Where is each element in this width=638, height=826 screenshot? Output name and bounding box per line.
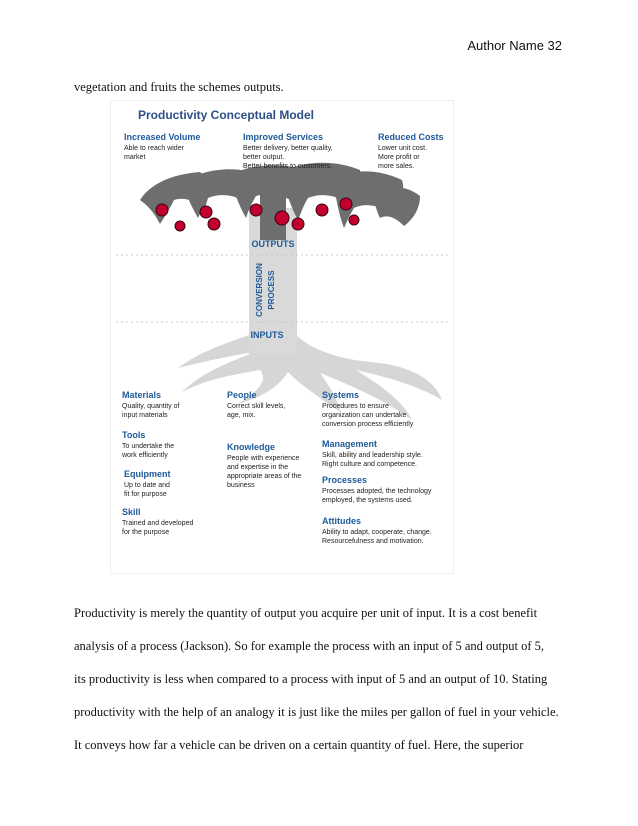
intro-paragraph: vegetation and fruits the schemes outputs.: [74, 80, 284, 94]
output-line: Better delivery, better quality,: [243, 145, 333, 152]
body-line: analysis of a process (Jackson). So for example the process with an input of 5 and output of 5,: [74, 639, 545, 653]
output-head-volume: Increased Volume: [124, 132, 201, 142]
flow-inputs-label: INPUTS: [250, 330, 284, 340]
body-line: It conveys how far a vehicle can be driven on a certain quantity of fuel. Here, the superior: [74, 738, 524, 752]
input-head-equipment: Equipment: [124, 469, 171, 479]
flow-outputs-label: OUTPUTS: [251, 239, 295, 249]
input-head-tools: Tools: [122, 430, 146, 440]
input-line: Correct skill levels,: [227, 403, 286, 410]
output-line: Better benefits to customers.: [243, 163, 333, 170]
flow-process-label: PROCESS: [267, 270, 276, 310]
input-line: Processes adopted, the technology: [322, 488, 432, 495]
input-line: People with experience: [227, 455, 300, 462]
input-head-systems: Systems: [322, 390, 360, 400]
output-line: Able to reach wider: [124, 145, 184, 152]
output-head-services: Improved Services: [243, 132, 324, 142]
productivity-model-figure: [110, 100, 454, 574]
page-header: Author Name 32: [467, 38, 562, 53]
input-line: To undertake the: [122, 443, 175, 450]
flow-conversion-label: CONVERSION: [255, 263, 264, 317]
input-line: for the purpose: [122, 529, 170, 536]
input-line: Procedures to ensure: [322, 403, 389, 410]
output-head-costs: Reduced Costs: [378, 132, 444, 142]
input-line: employed, the systems used.: [322, 497, 413, 504]
figure-title: Productivity Conceptual Model: [138, 108, 315, 122]
input-line: work efficiently: [122, 452, 168, 459]
input-line: Resourcefulness and motivation.: [322, 538, 424, 545]
input-head-people: People: [227, 390, 257, 400]
output-line: Lower unit cost.: [378, 145, 428, 152]
input-line: age, mix.: [227, 412, 256, 419]
input-line: Ability to adapt, cooperate, change.: [322, 529, 432, 536]
output-line: market: [124, 154, 146, 161]
input-line: Up to date and: [124, 482, 170, 489]
body-line: productivity with the help of an analogy it is just like the miles per gallon of fuel in your vehicle.: [74, 705, 559, 719]
input-line: Skill, ability and leadership style.: [322, 452, 423, 459]
input-line: Right culture and competence.: [322, 461, 417, 468]
input-line: and expertise in the: [227, 464, 289, 471]
input-line: business: [227, 482, 255, 489]
input-head-management: Management: [322, 439, 378, 449]
body-line: its productivity is less when compared to a process with input of 5 and an output of 10. Stating: [74, 672, 548, 686]
body-line: Productivity is merely the quantity of output you acquire per unit of input. It is a cost benefit: [74, 606, 538, 620]
input-head-knowledge: Knowledge: [227, 442, 276, 452]
output-line: better output.: [243, 154, 285, 161]
input-line: Quality, quantity of: [122, 403, 180, 410]
input-line: appropriate areas of the: [227, 473, 302, 480]
input-head-skill: Skill: [122, 507, 141, 517]
input-line: input materials: [122, 412, 168, 419]
output-line: More profit or: [378, 154, 420, 161]
input-line: conversion process efficiently: [322, 421, 414, 428]
figure-canvas: [110, 100, 454, 574]
input-line: fit for purpose: [124, 491, 167, 498]
input-head-attitudes: Attitudes: [322, 516, 361, 526]
input-line: organization can undertake: [322, 412, 407, 419]
input-line: Trained and developed: [122, 520, 194, 527]
output-line: more sales.: [378, 163, 415, 170]
body-paragraph: [74, 597, 574, 762]
input-head-materials: Materials: [122, 390, 162, 400]
input-head-processes: Processes: [322, 475, 368, 485]
